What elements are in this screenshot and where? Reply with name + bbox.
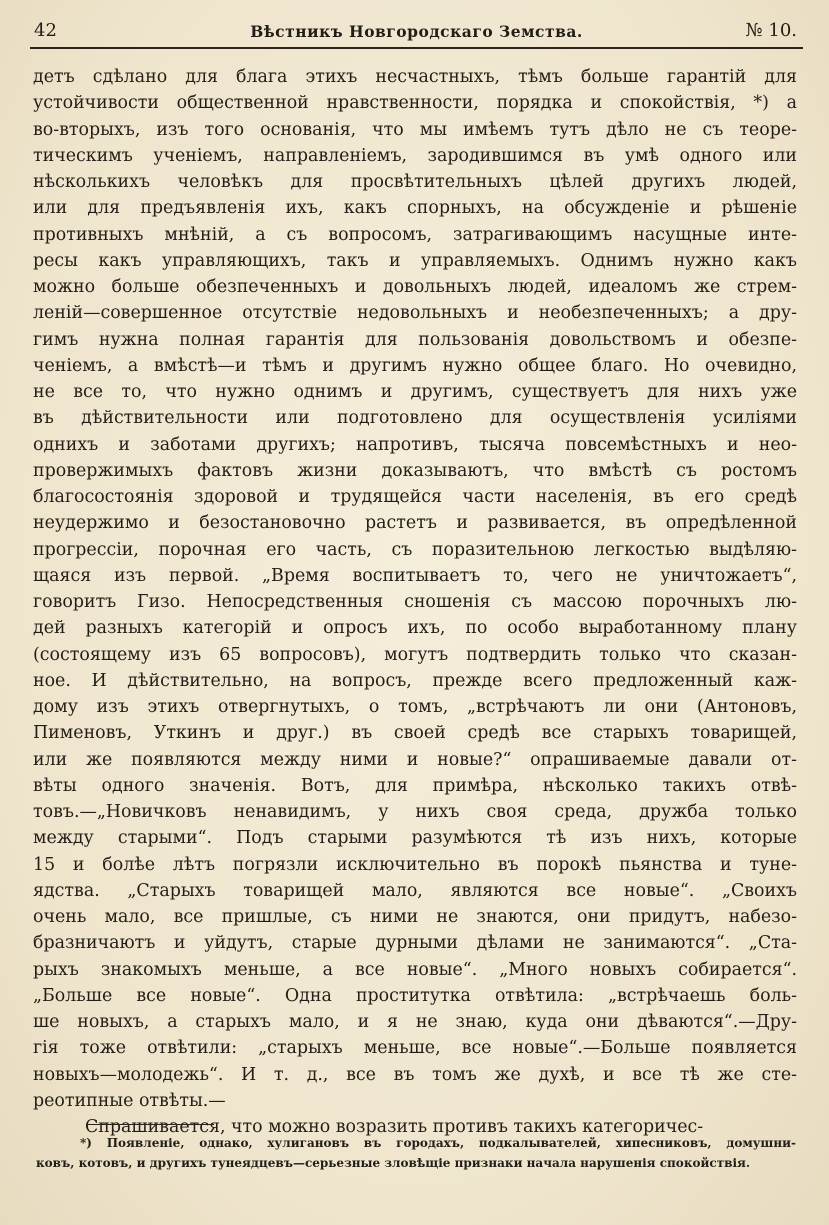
page-number: 42	[34, 20, 57, 41]
text-line: новыхъ—молодежь“. И т. д., все въ томъ же духѣ, и все тѣ же сте-	[33, 1064, 797, 1085]
text-line: вѣты одного значенія. Вотъ, для примѣра, нѣсколько такихъ отвѣ-	[33, 775, 797, 796]
text-line: можно больше обезпеченныхъ и довольныхъ людей, идеаломъ же стрем-	[33, 277, 797, 297]
text-line: ше новыхъ, а старыхъ мало, и я не знаю, куда они дѣваются“.—Дру-	[33, 1012, 797, 1032]
text-line: гія тоже отвѣтили: „старыхъ меньше, все новые“.—Больше появляется	[33, 1038, 797, 1059]
text-line: рыхъ знакомыхъ меньше, а все новые“. „Много новыхъ собирается“.	[33, 959, 797, 980]
text-line: неудержимо и безостановочно растетъ и развивается, въ опредѣленной	[33, 513, 797, 534]
header-rule	[30, 47, 803, 49]
text-line: дей разныхъ категорій и опросъ ихъ, по особо выработанному плану	[33, 618, 797, 639]
paragraph-end-line: реотипные отвѣты.—	[33, 1090, 226, 1111]
running-header	[32, 16, 801, 46]
text-line: бразничаютъ и уйдутъ, старые дурными дѣлами не занимаются“. „Ста-	[33, 933, 797, 954]
text-line: между старыми“. Подъ старыми разумѣются тѣ изъ нихъ, которые	[33, 828, 797, 849]
text-line: однихъ и заботами другихъ; напротивъ, тысяча повсемѣстныхъ и нео-	[33, 434, 797, 455]
text-line: провержимыхъ фактовъ жизни доказываютъ, что вмѣстѣ съ ростомъ	[33, 460, 797, 481]
text-line: Пименовъ, Уткинъ и друг.) въ своей средѣ все старыхъ товарищей,	[33, 723, 797, 744]
text-line: благосостоянія здоровой и трудящейся части населенія, въ его средѣ	[33, 487, 797, 507]
text-line: дому изъ этихъ отвергнутыхъ, о томъ, „встрѣчаютъ ли они (Антоновъ,	[33, 697, 797, 717]
footnote-line: *) Появленіе, однако, хулигановъ въ городахъ, подкалывателей, хипесниковъ, домушни-	[80, 1136, 796, 1150]
text-line: въ дѣйствительности или подготовлено для осуществленія усиліями	[33, 408, 797, 429]
paragraph-start-line: Спрашивается, что можно возразить противъ такихъ категоричес-	[85, 1117, 704, 1137]
text-line: ресы какъ управляющихъ, такъ и управляемыхъ. Однимъ нужно какъ	[33, 250, 797, 271]
text-line: гимъ нужна полная гарантія для пользованія довольствомъ и обезпе-	[33, 329, 797, 350]
text-line: или для предъявленія ихъ, какъ спорныхъ, на обсужденіе и рѣшеніе	[33, 198, 797, 219]
text-line: не все то, что нужно однимъ и другимъ, существуетъ для нихъ уже	[33, 382, 797, 402]
text-line: противныхъ мнѣній, а съ вопросомъ, затрагивающимъ насущные инте-	[33, 224, 797, 245]
text-line: прогрессіи, порочная его часть, съ поразительною легкостью выдѣляю-	[33, 539, 797, 560]
text-line: ченіемъ, а вмѣстѣ—и тѣмъ и другимъ нужно общее благо. Но очевидно,	[33, 355, 797, 376]
issue-number: № 10.	[745, 20, 797, 41]
text-line: говоритъ Гизо. Непосредственныя сношенія съ массою порочныхъ лю-	[33, 592, 797, 612]
text-line: ное. И дѣйствительно, на вопросъ, прежде всего предложенный каж-	[33, 670, 797, 691]
text-line: тическимъ ученіемъ, направленіемъ, зародившимся въ умѣ одного или	[33, 145, 797, 166]
text-line: устойчивости общественной нравственности, порядка и спокойствія, *) а	[33, 93, 797, 114]
text-line: детъ сдѣлано для блага этихъ несчастныхъ, тѣмъ больше гарантій для	[33, 67, 797, 87]
text-line: товъ.—„Новичковъ ненавидимъ, у нихъ своя среда, дружба только	[33, 802, 797, 822]
footnote-rule	[86, 1124, 214, 1125]
text-line: очень мало, все пришлые, съ ними не знаются, они придутъ, набезо-	[33, 907, 797, 927]
text-line: во-вторыхъ, изъ того основанія, что мы имѣемъ тутъ дѣло не съ теоре-	[33, 119, 797, 140]
text-line: леній—совершенное отсутствіе недовольныхъ и необезпеченныхъ; а дру-	[33, 303, 797, 324]
text-line: „Больше все новые“. Одна проститутка отвѣтила: „встрѣчаешь боль-	[33, 985, 797, 1006]
text-line: ядства. „Старыхъ товарищей мало, являются все новые“. „Своихъ	[33, 880, 797, 901]
text-line: 15 и болѣе лѣтъ погрязли исключительно въ порокѣ пьянства и туне-	[33, 854, 797, 875]
body-text	[33, 64, 797, 1140]
text-line: щаяся изъ первой. „Время воспитываетъ то, чего не уничтожаетъ“,	[33, 565, 797, 586]
text-line: нѣсколькихъ человѣкъ для просвѣтительныхъ цѣлей другихъ людей,	[33, 172, 797, 192]
footnote	[36, 1133, 796, 1173]
text-line: (состоящему изъ 65 вопросовъ), могутъ подтвердить только что сказан-	[33, 644, 797, 665]
journal-title: Вѣстникъ Новгородскаго Земства.	[250, 22, 583, 41]
footnote-line: ковъ, котовъ, и другихъ тунеядцевъ—серьезные зловѣщіе признаки начала нарушенія спокойствія.	[36, 1156, 751, 1170]
text-line: или же появляются между ними и новые?“ опрашиваемые давали от-	[33, 749, 797, 770]
